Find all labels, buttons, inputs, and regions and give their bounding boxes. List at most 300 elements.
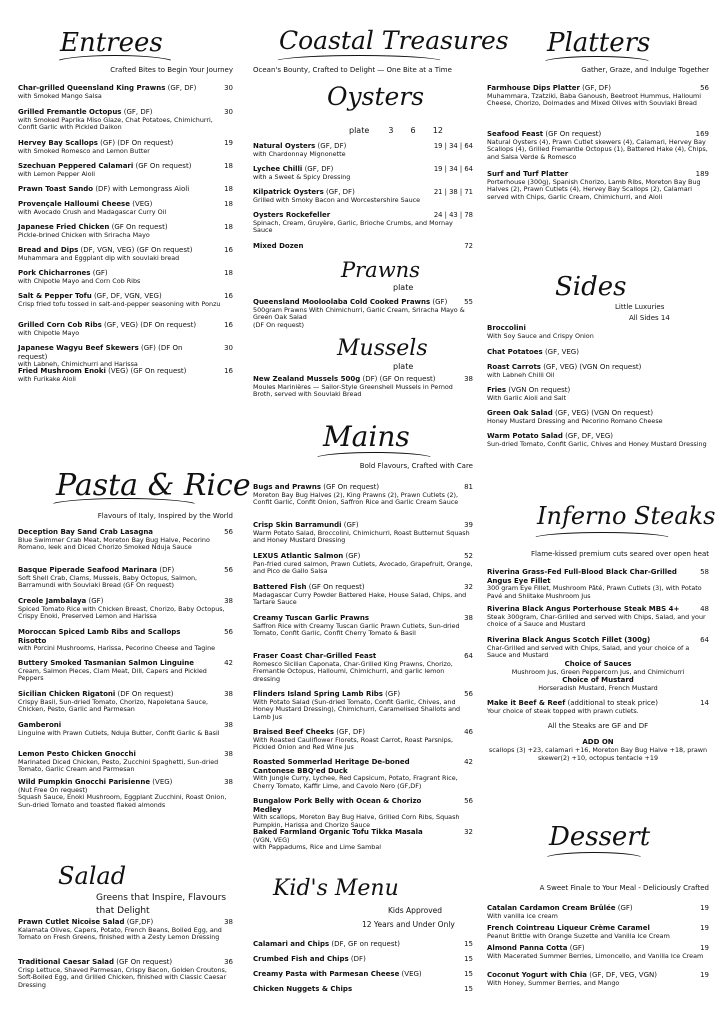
oyster-item	[253, 142, 473, 158]
main-item	[253, 583, 473, 607]
item-description: Linguine with Prawn Cutlets, Nduja Butter, Confit Garlic & Basil	[18, 728, 220, 737]
salad-item	[18, 958, 233, 989]
side-item	[487, 324, 709, 340]
item-price: 56	[224, 528, 233, 536]
side-item	[487, 432, 709, 448]
steaks-gf-note: All the Steaks are GF and DF	[547, 722, 649, 730]
item-price: 16	[224, 292, 233, 300]
oysters-plate-label: plate	[349, 126, 370, 135]
item-dietary-note: (GF) (DF On request)	[18, 344, 183, 361]
item-price: 58	[700, 568, 709, 576]
item-description: Natural Oysters (4), Prawn Cutlet skewers (4), Calamari, Hervey Bay Scallops (4), Grilled Fremantle Octopus (1), Battered Hake (4), Chips, and Salsa Verde & Romesco	[487, 137, 708, 161]
steak-item	[487, 605, 709, 629]
mains-title: Mains	[323, 420, 410, 453]
platter-item	[487, 130, 709, 161]
item-name: Farmhouse Dips Platter	[487, 84, 580, 92]
item-description: With Macerated Summer Berries, Limoncello, and Vanilla Ice Cream	[487, 951, 704, 960]
item-description: with Porcini Mushrooms, Harissa, Pecorino Cheese and Tagine	[18, 644, 216, 653]
item-description: Marinated Diced Chicken, Pesto, Zucchini Spaghetti, Sun-dried Tomato, Garlic Cream and Parmesan	[18, 757, 219, 774]
item-price: 18	[224, 200, 233, 208]
item-dietary-note: (GF, DF)	[121, 108, 153, 116]
item-dietary-note: (DF, VGN, VEG) (GF On request)	[78, 246, 193, 254]
pasta-item	[18, 566, 233, 590]
item-dietary-note: (VEG)	[129, 200, 153, 208]
pasta-item	[18, 628, 233, 653]
item-name: Pork Chicharrones	[18, 269, 91, 277]
item-dietary-note: (GF)	[341, 521, 359, 529]
item-price: 38	[464, 614, 473, 622]
item-description: Romesco Sicilian Caponata, Char-Grilled King Prawns, Chorizo, Fremantle Octopus, Halloumi, Chimichurri, and garlic lemon dressing	[253, 659, 453, 683]
item-name: Green Oak Salad	[487, 409, 553, 417]
item-description: With Jungle Curry, Lychee, Red Capsicum, Potato, Fragrant Rice, Cherry Tomato, Kaffir Lime, and Cavolo Nero (GF,DF)	[253, 774, 458, 790]
item-name: Lychee Chilli	[253, 165, 303, 173]
oysters-size-3: 3	[388, 126, 394, 135]
item-price: 18	[224, 269, 233, 277]
item-description: Saffron Rice with Creamy Tuscan Garlic Prawn Cutlets, Sun-dried Tomato, Confit Garlic, Confit Cherry Tomato & Basil	[253, 621, 460, 638]
item-name: Roasted Sommerlad Heritage De-boned Cantonese BBQ'ed Duck	[253, 758, 410, 775]
item-name: Prawn Cutlet Nicoise Salad	[18, 918, 125, 926]
item-name: Traditional Caesar Salad	[18, 958, 114, 966]
item-price: 38	[224, 597, 233, 605]
coastal-title: Coastal Treasures	[279, 26, 509, 55]
entree-item	[18, 84, 233, 100]
item-dietary-note: (DF) (GF On request)	[360, 375, 436, 383]
entree-item	[18, 367, 233, 383]
item-price: 72	[464, 242, 473, 250]
item-price: 19	[224, 139, 233, 147]
item-price: 56	[224, 628, 233, 636]
item-name: Japanese Wagyu Beef Skewers	[18, 344, 139, 352]
dessert-flourish	[543, 852, 645, 866]
item-dietary-note: (DF, GF on request)	[329, 940, 400, 948]
item-price: 81	[464, 483, 473, 491]
steak-item	[487, 568, 709, 600]
salad-item	[18, 918, 233, 942]
item-name: New Zealand Mussels 500g	[253, 375, 361, 383]
item-price: 15	[464, 970, 473, 978]
item-description: with Chardonnay Mignonette	[253, 149, 346, 158]
item-dietary-note: (GF On request)	[109, 223, 168, 231]
item-dietary-note: (GF, DF)	[165, 84, 197, 92]
main-item	[253, 758, 473, 790]
item-description: with Lemon Pepper Aioli	[18, 169, 96, 178]
item-dietary-note: (GF, DF, VEG)	[562, 432, 613, 440]
pasta-item	[18, 750, 233, 774]
item-price: 16	[224, 367, 233, 375]
platter-item	[487, 170, 709, 201]
item-name: Bread and Dips	[18, 246, 79, 254]
item-name: Hervey Bay Scallops	[18, 139, 98, 147]
item-name: LEXUS Atlantic Salmon	[253, 552, 344, 560]
prawns-plate-label: plate	[393, 283, 414, 292]
item-dietary-note: (GF)	[615, 904, 633, 912]
beef-reef-price: 14	[700, 699, 709, 707]
item-price: 64	[700, 636, 709, 644]
kids-item	[253, 985, 473, 994]
item-price: 15	[464, 985, 473, 993]
item-description: With Roasted Cauliflower Florets, Roast Carrot, Roast Parsnips, Pickled Onion and Red Wine Jus	[253, 735, 454, 752]
item-price: 32	[464, 583, 473, 591]
entree-item	[18, 162, 233, 178]
item-description: with Smoked Romesco and Lemon Butter	[18, 146, 150, 155]
item-price: 19 | 34 | 64	[433, 165, 473, 173]
item-price: 38	[224, 721, 233, 729]
item-name: Chicken Nuggets & Chips	[253, 985, 353, 993]
item-price: 42	[464, 758, 473, 766]
item-price: 15	[464, 940, 473, 948]
item-price: 52	[464, 552, 473, 560]
dessert-tagline: A Sweet Finale to Your Meal - Deliciously Crafted	[539, 884, 709, 892]
item-dietary-note: (VEG)	[150, 778, 173, 786]
item-name: Creamy Pasta with Parmesan Cheese	[253, 970, 400, 978]
platters-title: Platters	[547, 28, 651, 58]
item-name: Natural Oysters	[253, 142, 316, 150]
entree-item	[18, 108, 233, 132]
mustard-title: Choice of Mustard	[562, 676, 634, 685]
item-price: 56	[224, 566, 233, 574]
item-description: Char-Grilled and served with Chips, Salad, and your choice of a Sauce and Mustard	[487, 643, 690, 660]
item-name: Fraser Coast Char-Grilled Feast	[253, 652, 377, 660]
item-description: Pickle-brined Chicken with Sriracha Mayo	[18, 230, 150, 239]
item-name: Provençale Halloumi Cheese	[18, 200, 130, 208]
item-name: Kilpatrick Oysters	[253, 188, 324, 196]
item-dietary-note: (DF On request)	[115, 690, 174, 698]
side-item	[487, 348, 709, 357]
item-description: 300 gram Eye Fillet, Mushroom Pâté, Prawn Cutlets (3), with Potato Pavé and Shiitake Mushroom Jus	[487, 584, 702, 600]
mains-tagline: Bold Flavours, Crafted with Care	[359, 462, 473, 470]
side-item	[487, 363, 709, 379]
mussels-title: Mussels	[337, 336, 428, 361]
item-name: Wild Pumpkin Gnocchi Parisienne	[18, 778, 151, 786]
item-name: Surf and Turf Platter	[487, 170, 569, 178]
item-name: Seafood Feast	[487, 130, 544, 138]
entrees-title: Entrees	[60, 28, 163, 58]
item-name: Gamberoni	[18, 721, 62, 729]
item-dietary-note: (GF)	[90, 269, 108, 277]
item-price: 56	[464, 690, 473, 698]
item-name: Bugs and Prawns	[253, 483, 322, 491]
oysters-plate-sizes	[349, 126, 443, 135]
item-price: 16	[224, 246, 233, 254]
item-description: Grilled with Smoky Bacon and Worcestershire Sauce	[253, 195, 421, 204]
sides-title: Sides	[555, 272, 627, 302]
item-description: with Labneh Chilli Oil	[487, 370, 555, 379]
item-description: Madagascar Curry Powder Battered Hake, House Salad, Chips, and Tartare Sauce	[253, 590, 467, 607]
item-name: Oysters Rockefeller	[253, 211, 331, 219]
item-dietary-note: (GF, DF, VEG, VGN)	[587, 971, 657, 979]
item-name: Grilled Corn Cob Ribs	[18, 321, 102, 329]
item-name: Sicilian Chicken Rigatoni	[18, 690, 116, 698]
item-description: Moreton Bay Bug Halves (2), King Prawns (2), Prawn Cutlets (2), Confit Garlic, Confit Onion, Saffron Rice and Garlic Cream Sauce	[253, 490, 459, 507]
item-description: with Furikake Aioli	[18, 374, 76, 383]
item-name: Fried Mushroom Enoki	[18, 367, 106, 375]
item-name: Baked Farmland Organic Tofu Tikka Masala	[253, 828, 423, 836]
mustard-text: Horseradish Mustard, French Mustard	[538, 683, 658, 692]
item-price: 46	[464, 728, 473, 736]
item-price: 38	[464, 375, 473, 383]
item-dietary-note: (DF)	[348, 955, 366, 963]
item-dietary-note: (GF On request)	[133, 162, 192, 170]
beef-reef-name: Make it Beef & Reef	[487, 699, 566, 707]
item-name: Crumbed Fish and Chips	[253, 955, 349, 963]
sauces-title: Choice of Sauces	[564, 660, 632, 668]
item-price: 30	[224, 344, 233, 352]
item-dietary-note: (GF, VEG) (DF On request)	[101, 321, 197, 329]
item-name: Broccolini	[487, 324, 526, 332]
item-dietary-note: (GF)	[86, 597, 104, 605]
item-description: Blue Swimmer Crab Meat, Moreton Bay Bug Halve, Pecorino Romano, leek and Diced Chorizo Smoked Nduja Sauce	[18, 535, 210, 552]
item-name: Creole Jambalaya	[18, 597, 87, 605]
entree-item	[18, 292, 233, 308]
item-dietary-note: (GF, DF)	[302, 165, 334, 173]
pasta-item	[18, 778, 233, 809]
item-name: Riverina Black Angus Porterhouse Steak MBS 4+	[487, 605, 680, 613]
item-description: Peanut Brittle with Orange Suzette and Vanilla Ice Cream	[487, 931, 670, 940]
addon-text: scallops (3) +23, calamari +16, Moreton Bay Bug Halve +18, prawn skewer(2) +10, octopus tentacle +19	[488, 746, 708, 762]
item-dietary-note: (GF) (DF On request)	[97, 139, 174, 147]
item-price: 32	[464, 828, 473, 836]
entree-item	[18, 200, 233, 216]
item-description: Cream, Salmon Pieces, Clam Meat, Dill, Capers and Pickled Peppers	[18, 666, 207, 683]
item-description: Steak 300gram, Char-Grilled and served with Chips, Salad, and your choice of a Sauce and Mustard	[487, 612, 706, 629]
item-name: Creamy Tuscan Garlic Prawns	[253, 614, 370, 622]
dessert-item	[487, 904, 709, 920]
steaks-title: Inferno Steaks	[537, 502, 716, 530]
item-dietary-note: (GF On request)	[113, 958, 173, 966]
item-dietary-note: (GF, DF)	[315, 142, 347, 150]
item-price: 19 | 34 | 64	[433, 142, 473, 150]
item-description: With scallops, Moreton Bay Bug Halve, Grilled Corn Ribs, Squash Pumpkin, Harissa and Chorizo Sauce	[253, 813, 460, 829]
side-item	[487, 409, 709, 425]
kids-item	[253, 970, 473, 979]
sauces-block	[487, 660, 709, 692]
main-item	[253, 690, 473, 721]
item-name: Basque Piperade Seafood Marinara	[18, 566, 158, 574]
item-description: with Labneh, Chimichurri and Harissa	[18, 360, 138, 369]
entree-item	[18, 223, 233, 239]
item-description: Crisp fried tofu tossed in salt-and-pepper seasoning with Ponzu	[18, 299, 221, 308]
item-description: Muhammara, Tzatziki, Baba Ganoush, Beetroot Hummus, Halloumi Cheese, Chorizo, Dolmades and Mixed Olives with Souvlaki Bread	[487, 91, 702, 108]
item-name: Szechuan Peppered Calamari	[18, 162, 134, 170]
item-description: 500gram Prawns With Chimichurri, Garlic Cream, Sriracha Mayo & Green Oak Salad (DF On request)	[253, 305, 465, 329]
item-description: Spinach, Cream, Gruyère, Garlic, Brioche Crumbs, and Mornay Sauce	[253, 218, 453, 235]
item-description: with Smoked Mango Salsa	[18, 91, 102, 100]
main-item	[253, 828, 473, 852]
main-item	[253, 614, 473, 638]
item-name: Crisp Skin Barramundi	[253, 521, 342, 529]
item-name: Battered Fish	[253, 583, 307, 591]
kids-tagline-1: Kids Approved	[388, 906, 443, 915]
item-description: (VGN, VEG) with Pappadums, Rice and Lime Sambal	[253, 835, 382, 852]
item-name: Fries	[487, 386, 507, 394]
main-item	[253, 552, 473, 576]
item-price: 30	[224, 108, 233, 116]
item-price: 19	[700, 944, 709, 952]
entree-item	[18, 246, 233, 262]
item-dietary-note: (GF, VEG)	[542, 348, 579, 356]
item-description: Crispy Basil, Sun-dried Tomato, Chorizo, Napoletana Sauce, Chicken, Pesto, Garlic and Parmesan	[18, 697, 209, 714]
pasta-item	[18, 597, 233, 621]
item-name: Coconut Yogurt with Chia	[487, 971, 587, 979]
item-dietary-note: (GF, DF)	[579, 84, 611, 92]
entrees-tagline: Crafted Bites to Begin Your Journey	[110, 66, 233, 74]
pasta-tagline: Flavours of Italy, Inspired by the World	[97, 512, 233, 520]
item-dietary-note: (GF)	[430, 298, 448, 306]
oyster-item	[253, 165, 473, 181]
oysters-title: Oysters	[327, 82, 425, 111]
item-price: 19	[700, 924, 709, 932]
item-price: 18	[224, 185, 233, 193]
item-name: Roast Carrots	[487, 363, 541, 371]
mussels-plate-label: plate	[393, 362, 414, 371]
item-dietary-note: (GF)	[382, 690, 401, 698]
item-dietary-note: (DF) with Lemongrass Aioli	[93, 185, 190, 193]
entree-item	[18, 321, 233, 337]
item-dietary-note: (GF, VEG) (VGN On request)	[540, 363, 642, 371]
item-name: Queensland Mooloolaba Cold Cooked Prawns	[253, 298, 431, 306]
salad-title: Salad	[58, 862, 127, 890]
item-description: With vanilla ice cream	[487, 911, 558, 920]
item-name: Calamari and Chips	[253, 940, 330, 948]
item-name: Grilled Fremantle Octopus	[18, 108, 122, 116]
item-description: Honey Mustard Dressing and Pecorino Romano Cheese	[487, 416, 663, 425]
salad-tagline: Greens that Inspire, Flavours that Delight	[96, 893, 227, 916]
item-name: Riverina Grass-Fed Full-Blood Black Char-Grilled Angus Eye Fillet	[487, 568, 677, 585]
oyster-item	[253, 242, 473, 251]
steak-item	[487, 636, 709, 660]
item-dietary-note: (GF, DF, VGN, VEG)	[91, 292, 162, 300]
side-item	[487, 386, 709, 402]
kids-title: Kid's Menu	[273, 876, 399, 901]
item-dietary-note: (GF On request)	[306, 583, 365, 591]
right-column	[487, 0, 716, 1024]
item-description: Warm Potato Salad, Broccolini, Chimichurri, Roast Butternut Squash and Honey Mustard Dressing	[253, 528, 470, 545]
item-dietary-note: (GF)	[567, 944, 585, 952]
oyster-item	[253, 211, 473, 235]
main-item	[253, 521, 473, 545]
item-price: 38	[224, 778, 233, 786]
item-price: 21 | 38 | 71	[433, 188, 473, 196]
item-dietary-note: (GF, DF)	[334, 728, 366, 736]
item-description: Kalamata Olives, Capers, Potato, French Beans, Boiled Egg, and Tomato on Fresh Greens, finished with a Zesty Lemon Dressing	[18, 925, 222, 942]
oysters-size-12: 12	[432, 126, 443, 135]
pasta-item	[18, 528, 233, 552]
entree-item	[18, 269, 233, 285]
item-dietary-note: (VGN On request)	[506, 386, 571, 394]
item-description: With Garlic Aioli and Salt	[487, 393, 567, 402]
mussel-item	[253, 375, 473, 399]
dessert-title: Dessert	[549, 822, 651, 852]
item-name: Braised Beef Cheeks	[253, 728, 335, 736]
item-price: 56	[700, 84, 709, 92]
item-price: 38	[224, 750, 233, 758]
item-dietary-note: (GF, DF)	[323, 188, 355, 196]
kids-item	[253, 955, 473, 964]
item-name: Moroccan Spiced Lamb Ribs and Scallops Risotto	[18, 628, 181, 645]
addon-title: ADD ON	[582, 738, 614, 746]
item-description: Moules Marinières — Sailor-Style Greenshell Mussels in Pernod Broth, served with Souvlaki Bread	[253, 382, 453, 399]
item-price: 189	[695, 170, 709, 178]
item-name: Salt & Pepper Tofu	[18, 292, 92, 300]
item-price: 30	[224, 84, 233, 92]
item-price: 56	[464, 797, 473, 805]
item-price: 169	[695, 130, 709, 138]
platters-tagline: Gather, Graze, and Indulge Together	[581, 66, 709, 74]
beef-reef-note: (additional to steak price)	[565, 699, 658, 707]
steaks-flourish	[531, 532, 673, 546]
item-price: 18	[224, 223, 233, 231]
item-name: Japanese Fried Chicken	[18, 223, 110, 231]
kids-tagline-2: 12 Years and Under Only	[362, 920, 455, 929]
item-description: With Potato Salad (Sun-dried Tomato, Confit Garlic, Chives, and Honey Mustard Dressing), Chimichurri, Caramelised Shallots and Lamb Jus	[253, 697, 461, 721]
item-description: Sun-dried Tomato, Confit Garlic, Chives and Honey Mustard Dressing	[487, 439, 707, 448]
item-dietary-note: (GF)	[343, 552, 361, 560]
item-price: 64	[464, 652, 473, 660]
oysters-size-6: 6	[410, 126, 416, 135]
item-dietary-note: (DF)	[157, 566, 175, 574]
item-name: Mixed Dozen	[253, 242, 304, 250]
dessert-item	[487, 924, 709, 940]
entree-item	[18, 344, 233, 369]
dessert-item	[487, 944, 709, 960]
item-description: With Honey, Summer Berries, and Mango	[487, 978, 620, 987]
item-name: Chat Potatoes	[487, 348, 543, 356]
item-price: 16	[224, 321, 233, 329]
pasta-item	[18, 659, 233, 683]
item-description: Spiced Tomato Rice with Chicken Breast, Chorizo, Baby Octopus, Crispy Enoki, Preserved Lemon and Harissa	[18, 604, 225, 621]
item-name: Catalan Cardamon Cream Brûlée	[487, 904, 616, 912]
item-dietary-note: (GF On request)	[321, 483, 380, 491]
main-item	[253, 728, 473, 752]
item-price: 15	[464, 955, 473, 963]
main-item	[253, 797, 473, 829]
item-name: Buttery Smoked Tasmanian Salmon Linguine	[18, 659, 194, 667]
item-price: 48	[700, 605, 709, 613]
item-name: Prawn Toast Sando	[18, 185, 94, 193]
item-description: with Chipotle Mayo	[18, 328, 80, 337]
item-description: (Nut Free On request) Squash Sauce, Enoki Mushroom, Eggplant Zucchini, Roast Onion, Sun-dried Tomato and toasted flaked almonds	[18, 785, 227, 809]
pasta-item	[18, 721, 233, 737]
kids-item	[253, 940, 473, 949]
item-price: 18	[224, 162, 233, 170]
sides-tagline: Little Luxuries	[615, 303, 665, 311]
prawn-item	[253, 298, 473, 329]
platter-item	[487, 84, 709, 108]
dessert-item	[487, 971, 709, 987]
item-description: Crisp Lettuce, Shaved Parmesan, Crispy Bacon, Golden Croutons, Soft-Boiled Egg, and Grilled Chicken, finished with Classic Caesar Dressing	[18, 965, 227, 989]
pasta-title: Pasta & Rice	[56, 468, 251, 503]
item-description: with Avocado Crush and Madagascar Curry Oil	[18, 207, 167, 216]
item-description: with a Sweet & Spicy Dressing	[253, 172, 351, 181]
item-dietary-note: (GF,DF)	[124, 918, 154, 926]
entree-item	[18, 139, 233, 155]
item-price: 42	[224, 659, 233, 667]
item-name: Riverina Black Angus Scotch Fillet (300g)	[487, 636, 651, 644]
main-item	[253, 483, 473, 507]
item-price: 24 | 43 | 78	[433, 211, 473, 219]
item-name: Bungalow Pork Belly with Ocean & Chorizo Medley	[253, 797, 422, 814]
beef-reef-desc: Your choice of steak topped with prawn cutlets.	[487, 706, 639, 715]
item-description: with Chipotle Mayo and Corn Cob Ribs	[18, 276, 141, 285]
item-name: Almond Panna Cotta	[487, 944, 568, 952]
steaks-tagline: Flame-kissed premium cuts seared over open heat	[530, 550, 709, 558]
item-price: 38	[224, 918, 233, 926]
left-column	[18, 0, 251, 1024]
item-description: with Smoked Paprika Miso Glaze, Chat Potatoes, Chimichurri, Confit Garlic with Pickled Daikon	[18, 115, 213, 132]
item-description: Pan-fried cured salmon, Prawn Cutlets, Avocado, Grapefruit, Orange, and Pico de Gallo Salsa	[253, 559, 473, 576]
prawns-title: Prawns	[341, 258, 420, 282]
item-name: Lemon Pesto Chicken Gnocchi	[18, 750, 136, 758]
